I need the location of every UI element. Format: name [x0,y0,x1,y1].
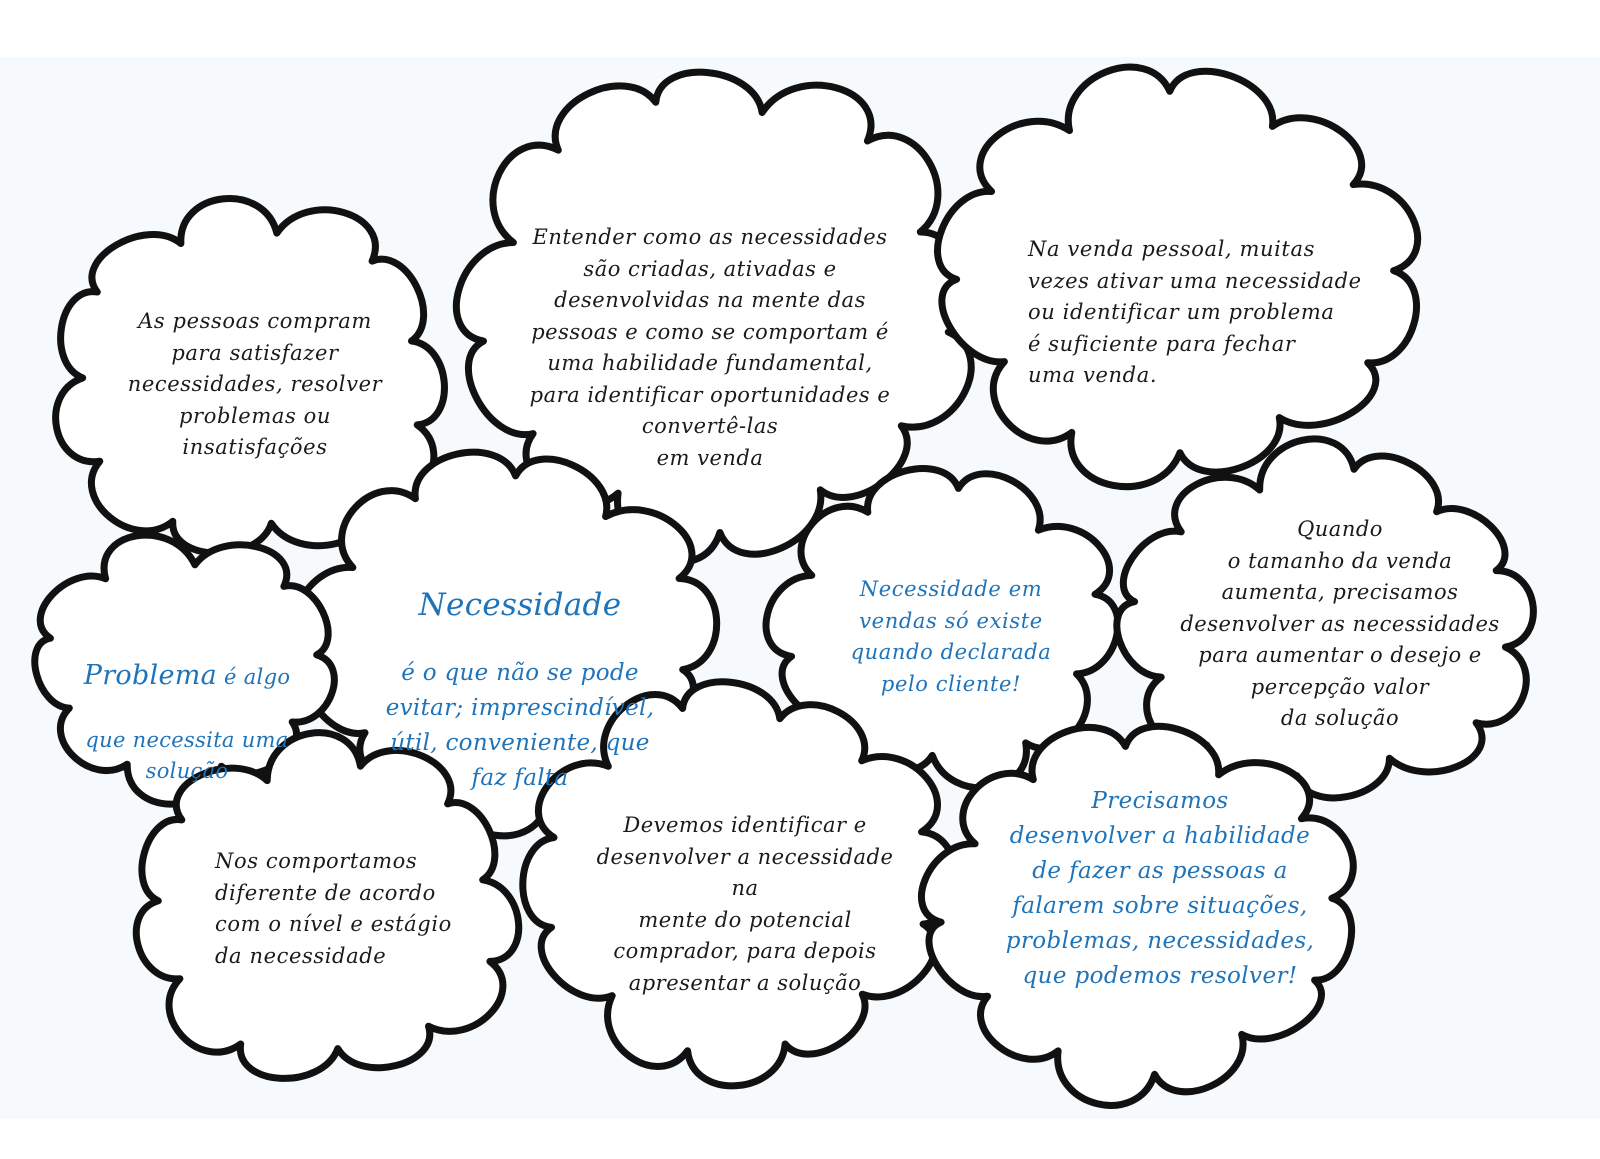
cloud-text-devemos: Devemos identificar e desenvolver a necessidade na mente do potencial comprador, para depois apresentar a solução [596,813,894,995]
cloud-text-pessoas-compram: As pessoas compram para satisfazer necessidades, resolver problemas ou insatisfações [127,309,383,459]
cloud-text-entender: Entender como as necessidades são criadas, ativadas e desenvolvidas na mente das pessoas e como se comportam é uma habilidade fundamental, para identificar oportunidades e convertê-las em venda [529,225,891,470]
necessidade-definition: é o que não se pode evitar; imprescindível, útil, conveniente, que faz falta [385,660,655,791]
cloud-text-venda-pessoal: Na venda pessoal, muitas vezes ativar uma necessidade ou identificar um problema é suficiente para fechar uma venda. [1028,237,1362,387]
cloud-text-necessidade-vendas: Necessidade em vendas só existe quando declarada pelo cliente! [850,577,1052,696]
problema-definition: que necessita uma solução [85,727,289,783]
cloud-text-comportamos: Nos comportamos diferente de acordo com o nível e estágio da necessidade [215,849,452,968]
necessidade-title: Necessidade [418,586,622,623]
problema-title-suffix: é algo [217,664,291,689]
cloud-text-precisamos: Precisamos desenvolver a habilidade de fazer as pessoas a falarem sobre situações, problemas, necessidades, que podemos resolver! [1005,788,1315,989]
cloud-text-necessidade [360,553,680,828]
cloud-text-quando: Quando o tamanho da venda aumenta, precisamos desenvolver as necessidades para aumentar o desejo e percepção valor da solução [1180,517,1500,730]
cloud-text-problema [72,628,302,819]
problema-title: Problema [83,659,218,691]
